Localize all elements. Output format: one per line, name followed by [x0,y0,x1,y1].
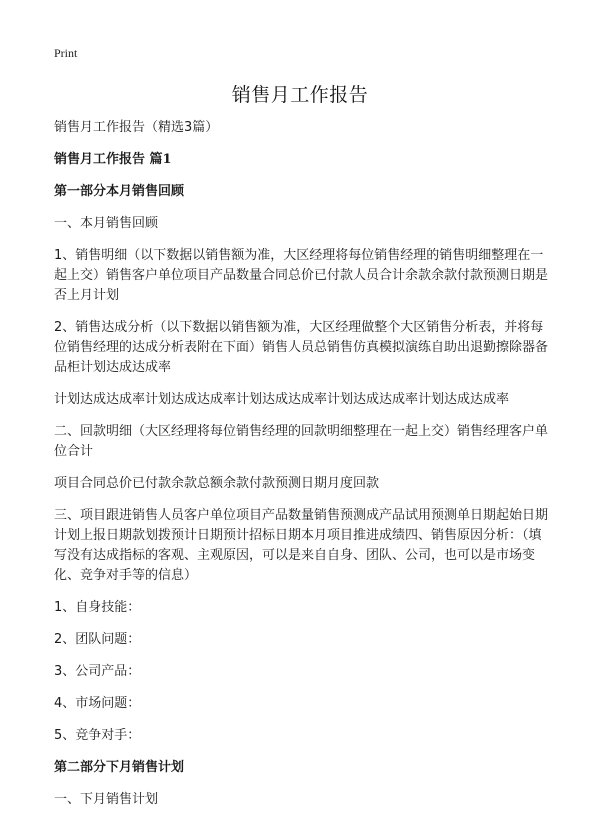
paragraph-sales-detail: 1、销售明细（以下数据以销售额为准，大区经理将每位销售经理的销售明细整理在一起上交）销售客户单位项目产品数量合同总价已付款人员合计余款余款付款预测日期是否上月计划 [54,248,549,303]
list-item: 1、自身技能： [54,600,141,615]
paragraph-project-tracking: 三、项目跟进销售人员客户单位项目产品数量销售预测成产品试用预测单日期起始日期计划上报日期款划拨预计日期预计招标日期本月项目推进成绩四、销售原因分析：（填写没有达成指标的客观、主观原因，可以是来自自身、团队、公司，也可以是市场变化、竞争对手等的信息） [54,508,549,583]
print-link[interactable]: Print [54,46,78,60]
document-title: 销售月工作报告 [231,84,369,106]
section1-heading: 一、本月销售回顾 [54,216,159,231]
paragraph-payment-items: 项目合同总价已付款余款总额余款付款预测日期月度回款 [54,476,380,491]
list-item: 5、竞争对手： [54,728,141,743]
paragraph-plan-rate: 计划达成达成率计划达成达成率计划达成达成率计划达成达成率计划达成达成率 [54,392,510,407]
part2-heading: 第二部分下月销售计划 [54,760,185,775]
list-item: 4、市场问题： [54,696,141,711]
part1-heading: 第一部分本月销售回顾 [54,184,185,199]
paragraph-payment-detail: 二、回款明细（大区经理将每位销售经理的回款明细整理在一起上交）销售经理客户单位合计 [54,424,549,459]
list-item: 2、团队问题： [54,632,141,647]
document-body [54,118,548,822]
document-subtitle: 销售月工作报告（精选3篇） [54,120,219,135]
list-item: 3、公司产品： [54,664,141,679]
paragraph-sales-analysis: 2、销售达成分析（以下数据以销售额为准，大区经理做整个大区销售分析表，并将每位销售经理的达成分析表附在下面）销售人员总销售仿真模拟演练自助出退勤擦除器备品柜计划达成达成率 [54,320,549,375]
section2-heading: 一、下月销售计划 [54,792,159,807]
article-heading: 销售月工作报告 篇1 [54,152,172,167]
